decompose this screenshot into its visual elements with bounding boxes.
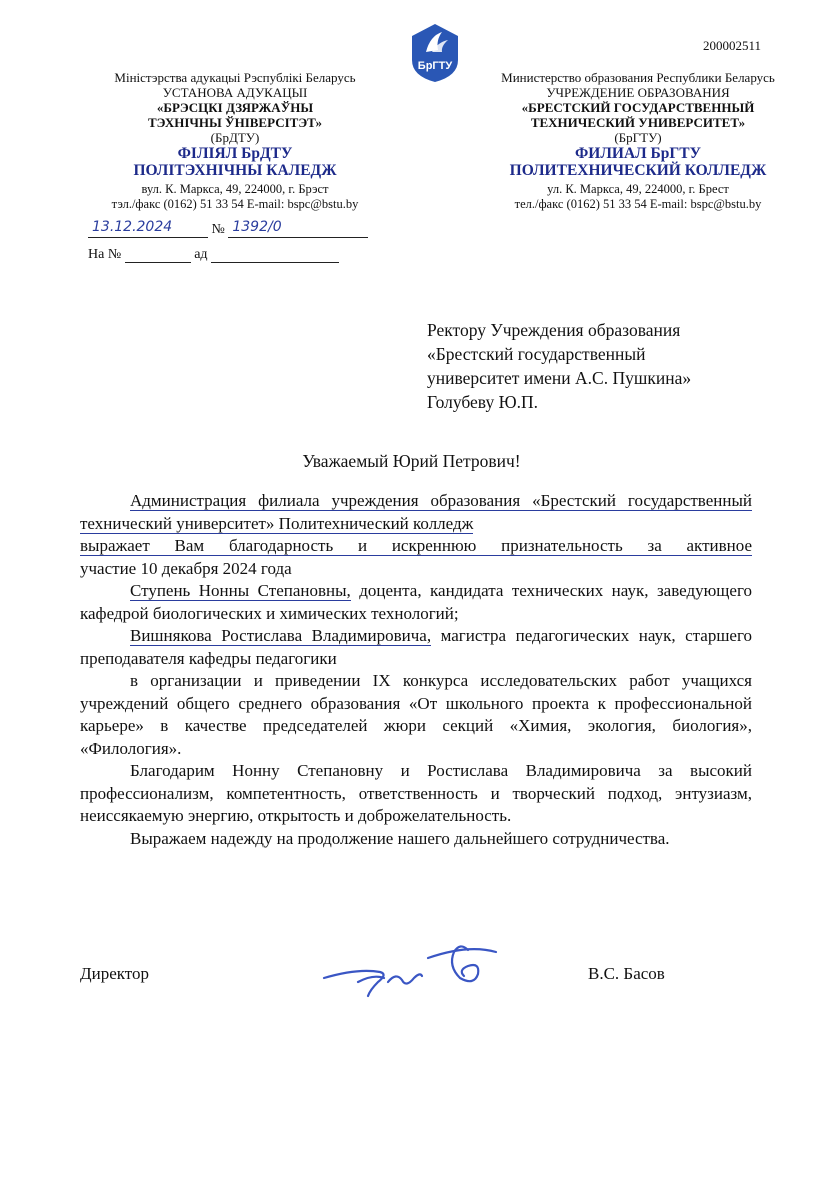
- registration-line: [88, 219, 368, 238]
- institution-name-ru-2: ТЕХНИЧЕСКИЙ УНИВЕРСИТЕТ»: [530, 115, 746, 130]
- header-russian: [482, 70, 794, 212]
- registration-number: 1392/0: [232, 219, 282, 235]
- reference-ad-label: ад: [194, 247, 208, 262]
- branch-name-be-1: ФІЛІЯЛ БрДТУ: [177, 145, 293, 162]
- signer-name: В.С. Басов: [588, 964, 665, 983]
- body-paragraph-1c: [80, 558, 752, 581]
- institution-type-ru: УЧРЕЖДЕНИЕ ОБРАЗОВАНИЯ: [546, 85, 730, 100]
- body-p3-rest: магистра педагогических наук, старшего преподавателя кафедры педагогики: [80, 626, 753, 668]
- contacts-be: тэл./факс (0162) 51 33 54 E-mail: bspc@bstu.by: [111, 197, 359, 211]
- address-ru: ул. К. Маркса, 49, 224000, г. Брест: [547, 182, 729, 196]
- recipient-block: [427, 318, 691, 414]
- brgtu-emblem-icon: [408, 22, 462, 84]
- registration-date: 13.12.2024: [92, 219, 173, 235]
- header-belarusian: [80, 70, 390, 212]
- body-paragraph-6: Выражаем надежду на продолжение нашего дальнейшего сотрудничества.: [130, 828, 670, 848]
- body-p3-name: Вишнякова Ростислава Владимировича,: [130, 626, 432, 645]
- body-p2-rest: доцента, кандидата технических наук, заведующего кафедрой биологических и химических технологий;: [80, 581, 752, 623]
- body-p1-part-c: участие 10 декабря 2024 года: [80, 558, 292, 578]
- body-p1-part-a: Администрация филиала учреждения образования «Брестский государственный технический университет» Политехнический колледж: [80, 491, 752, 533]
- institution-abbr-ru: (БрГТУ): [614, 130, 662, 145]
- ministry-ru: Министерство образования Республики Беларусь: [501, 70, 775, 85]
- recipient-line-3: университет имени А.С. Пушкина»: [427, 368, 692, 388]
- institution-type-be: УСТАНОВА АДУКАЦЫІ: [162, 85, 308, 100]
- branch-name-ru-1: ФИЛИАЛ БрГТУ: [574, 145, 702, 162]
- document-number: 200002511: [702, 38, 761, 53]
- branch-name-ru-2: ПОЛИТЕХНИЧЕСКИЙ КОЛЛЕДЖ: [509, 162, 767, 179]
- greeting: Уважаемый Юрий Петрович!: [302, 451, 521, 471]
- reference-no-label: На №: [88, 247, 122, 262]
- ministry-be: Міністэрства адукацыі Рэспублікі Беларусь: [114, 70, 356, 85]
- body-paragraph-3: [80, 625, 752, 670]
- registration-no-label: №: [211, 222, 225, 237]
- institution-name-ru-1: «БРЕСТСКИЙ ГОСУДАРСТВЕННЫЙ: [521, 100, 755, 115]
- signature-title: Директор: [80, 964, 149, 983]
- body-paragraph-5: Благодарим Нонну Степановну и Ростислава Владимировича за высокий профессионализм, компетентность, ответственность и творческий подход, энтузиазм, неиссякаемую энергию, открытость и доброжелательность.: [80, 761, 752, 825]
- letter-body: [80, 490, 752, 850]
- institution-name-be-1: «БРЭСЦКІ ДЗЯРЖАЎНЫ: [156, 100, 314, 115]
- body-p2-name: Ступень Нонны Степановны,: [130, 581, 351, 600]
- body-paragraph-4: в организации и приведении IX конкурса исследовательских работ учащихся учреждений общего среднего образования «От школьного проекта к профессиональной карьере» в качестве председателей жюри секций «Химия, экология, биология», «Филология».: [80, 671, 752, 758]
- recipient-line-4: Голубеву Ю.П.: [427, 392, 538, 412]
- handwritten-signature: [318, 938, 508, 1000]
- institution-name-be-2: ТЭХНІЧНЫ ЎНІВЕРСІТЭТ»: [148, 115, 322, 130]
- body-paragraph-2: [80, 580, 752, 625]
- contacts-ru: тел./факс (0162) 51 33 54 E-mail: bspc@bstu.by: [514, 197, 762, 211]
- recipient-line-1: Ректору Учреждения образования: [427, 320, 681, 340]
- address-be: вул. К. Маркса, 49, 224000, г. Брэст: [141, 182, 329, 196]
- logo-text: БрГТУ: [417, 60, 453, 72]
- body-paragraph-1b: [80, 535, 752, 558]
- recipient-line-2: «Брестский государственный: [427, 344, 646, 364]
- institution-abbr-be: (БрДТУ): [210, 130, 260, 145]
- body-p1-part-b: выражает Вам благодарность и искреннюю признательность за активное: [80, 536, 752, 555]
- body-paragraph-1: [80, 490, 752, 535]
- branch-name-be-2: ПОЛІТЭХНІЧНЫ КАЛЕДЖ: [133, 162, 337, 179]
- reference-line: [88, 247, 339, 263]
